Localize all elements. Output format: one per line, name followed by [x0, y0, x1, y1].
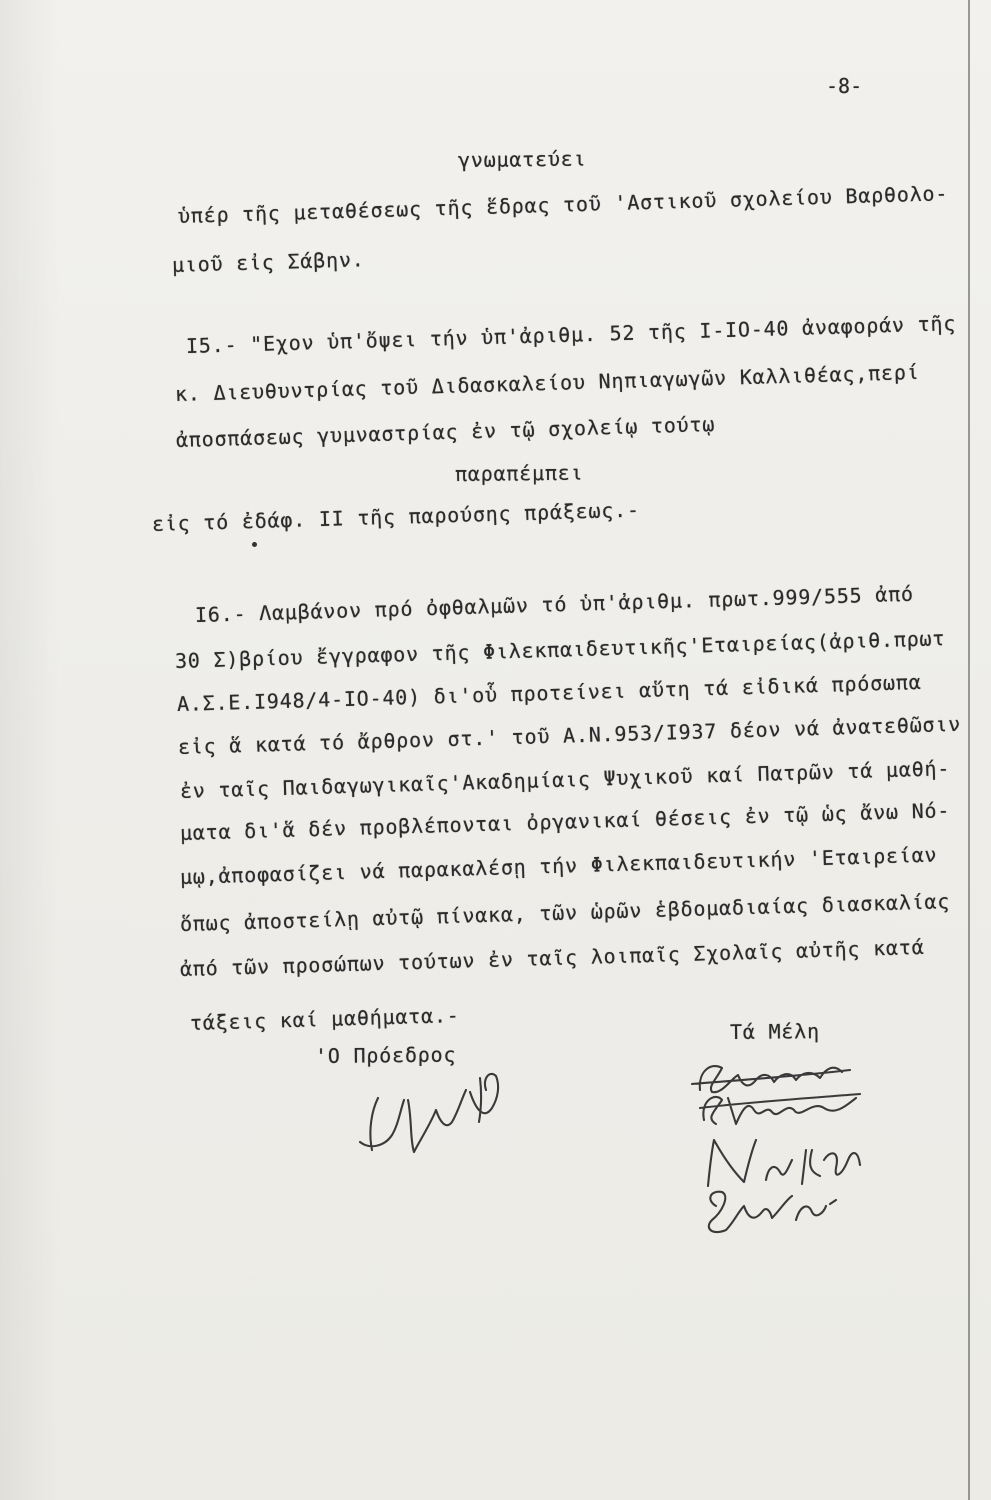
item-16-line: ἐν ταῖς Παιδαγωγικαῖς'Ακαδημίαις Ψυχικοῦ καί Πατρῶν τά μαθή-	[179, 756, 951, 803]
member-signature-3	[708, 1140, 860, 1186]
president-label: 'Ο Πρόεδρος	[314, 1042, 457, 1068]
members-label: Τά Μέλη	[729, 1019, 821, 1044]
decision-verb: γνωματεύει	[457, 146, 587, 172]
item-16-line: εἰς ἅ κατά τό ἄρθρον στ.' τοῦ Α.Ν.953/I937 δέον νά ἀνατεθῶσιν	[177, 711, 962, 759]
president-signature	[360, 1074, 498, 1152]
item-16-line: μῳ,ἀποφασίζει νά παρακαλέσῃ τήν Φιλεκπαιδευτικήν 'Εταιρείαν	[179, 842, 938, 889]
scan-edge-line	[968, 0, 970, 1500]
item-16-line: 30 Σ)βρίου ἔγγραφον τῆς Φιλεκπαιδευτικῆς'Εταιρείας(ἀριθ.πρωτ	[174, 626, 946, 673]
decision-line: ὑπέρ τῆς μεταθέσεως τῆς ἕδρας τοῦ 'Αστικοῦ σχολείου Βαρθολο-	[177, 181, 949, 228]
member-signature-4	[709, 1192, 836, 1232]
item-16-line: I6.- Λαμβάνον πρό ὀφθαλμῶν τό ὑπ'ἀριθμ. πρωτ.999/555 ἀπό	[194, 581, 915, 627]
item-16-line: ἀπό τῶν προσώπων τούτων ἐν ταῖς λοιπαῖς Σχολαῖς αὐτῆς κατά	[179, 934, 925, 981]
item-15-line: κ. Διευθυντρίας τοῦ Διδασκαλείου Νηπιαγωγῶν Καλλιθέας,περί	[174, 359, 920, 406]
item-15-line: I5.- "Εχον ὑπ'ὄψει τήν ὑπ'ἀριθμ. 52 τῆς I-IO-40 ἀναφοράν τῆς	[185, 311, 957, 358]
ink-dot	[252, 542, 257, 547]
decision-line: μιοῦ εἰς Σάβην.	[171, 247, 365, 277]
item-16-line: ὅπως ἀποστείλῃ αὐτῷ πίνακα, τῶν ὡρῶν ἑβδομαδιαίας διασκαλίας	[179, 889, 951, 936]
item-16-line: ματα δι'ἅ δέν προβλέπονται ὀργανικαί θέσεις ἐν τῷ ὡς ἄνω Νό-	[179, 798, 951, 845]
item-15-line: ἀποσπάσεως γυμναστρίας ἐν τῷ σχολείῳ τούτῳ	[175, 412, 716, 452]
item-15-verb: παραπέμπει	[454, 460, 584, 486]
item-15-closing: εἰς τό ἐδάφ. II τῆς παρούσης πράξεως.-	[151, 497, 641, 536]
item-16-closing: τάξεις καί μαθήματα.-	[189, 1003, 460, 1035]
item-16-line: Α.Σ.Ε.I948/4-IO-40) δι'οὗ προτείνει αὕτη τά εἰδικά πρόσωπα	[176, 669, 922, 716]
page-number: -8-	[826, 74, 863, 98]
member-signature-1	[692, 1066, 850, 1092]
member-signature-2	[700, 1094, 860, 1124]
